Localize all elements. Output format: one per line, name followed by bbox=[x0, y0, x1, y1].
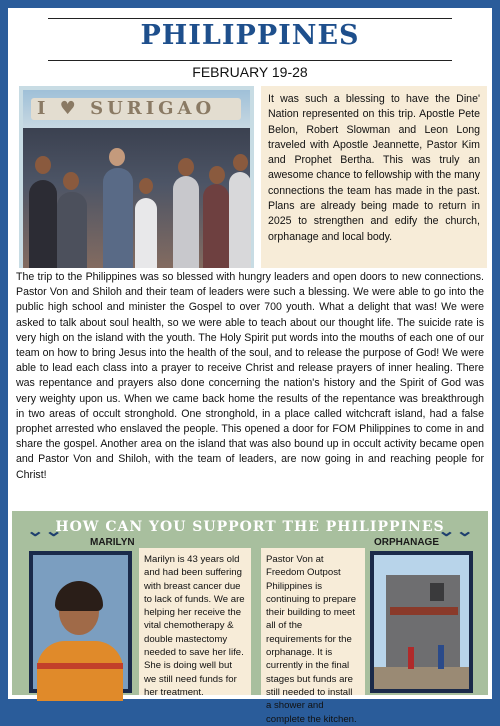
photo-stripe bbox=[37, 663, 123, 669]
chevron-down-icon: ⌄⌄ bbox=[26, 521, 63, 540]
photo-person bbox=[29, 180, 57, 268]
marilyn-photo bbox=[33, 555, 128, 689]
photo-window bbox=[430, 583, 444, 601]
trip-dates: FEBRUARY 19-28 bbox=[192, 64, 308, 80]
photo-head bbox=[63, 172, 79, 190]
photo-banner bbox=[23, 90, 250, 128]
marilyn-label: MARILYN bbox=[90, 537, 135, 548]
main-paragraph: The trip to the Philippines was so blessed with hungry leaders and open doors to new connections. Pastor Von and Shiloh and their team of leaders were such a blessing. We were able to go into the public high school and minister the Gospel to over 700 youth. What a delight that was! We were asked to talk about soul health, so we were able to teach about our thought life. The suicide rate is very high on the island with the youth. The Holy Spirit put words into the mouths of each one of our team on how to bring Jesus into the health of the soul, and to release the purpose of God! We were able to lead each class into a prayer to receive Christ and release prayers of inner healing. There was repentance and prayers also done concerning the nation's history and the Spirit of God was very weighty upon us. When we came back home the results of the repentance was breakthrough in two areas of occult stronghold. One stronghold, in a place called witchcraft island, had a false prophet arrested who enslaved the people. This opened a door for FOM Philippines to come in and share the gospel. Another area on the island that was also bound up in occult activity became open and Pastor Von and Shiloh, with the team of leaders, are now going in and reaching people for Christ! bbox=[16, 271, 484, 481]
team-photo bbox=[23, 90, 250, 264]
photo-person bbox=[57, 192, 87, 268]
surigao-sign: I ♥ SURIGAO bbox=[31, 98, 241, 120]
photo-person bbox=[229, 172, 251, 268]
photo-hair bbox=[55, 581, 103, 611]
orphanage-label: ORPHANAGE bbox=[374, 537, 440, 548]
photo-head bbox=[178, 158, 194, 176]
support-heading: HOW CAN YOU SUPPORT THE PHILIPPINES bbox=[55, 519, 445, 535]
photo-head bbox=[209, 166, 225, 184]
photo-person bbox=[408, 647, 414, 669]
newsletter-page bbox=[8, 8, 492, 725]
page-title: PHILIPPINES bbox=[140, 20, 360, 51]
support-section bbox=[12, 511, 488, 725]
photo-ground bbox=[374, 667, 469, 689]
marilyn-card: Marilyn is 43 years old and had been suffering with breast cancer due to lack of funds. We are helping her receive the vital chemotherapy & double mastectomy needed to save her life. She is doing well but we still need funds for her treatment. bbox=[139, 548, 251, 695]
orphanage-card: Pastor Von at Freedom Outpost Philippines is continuing to prepare their building to meet all of the requirements for the orphanage. It is currently in the final stages but funds are still needed to install a shower and complete the kitchen. bbox=[261, 548, 365, 695]
title-rule-bottom bbox=[48, 60, 452, 61]
photo-head bbox=[139, 178, 153, 194]
title-rule-top bbox=[48, 18, 452, 19]
marilyn-photo-frame bbox=[29, 551, 132, 693]
photo-head bbox=[233, 154, 248, 171]
photo-person bbox=[438, 645, 444, 669]
photo-person bbox=[203, 184, 229, 268]
chevron-down-icon: ⌄⌄ bbox=[437, 521, 474, 540]
orphanage-photo-frame bbox=[370, 551, 473, 693]
orphanage-photo bbox=[374, 555, 469, 689]
photo-head bbox=[35, 156, 51, 174]
photo-balcony bbox=[390, 607, 458, 615]
photo-shirt bbox=[37, 641, 123, 701]
photo-scene bbox=[23, 128, 250, 268]
intro-paragraph: It was such a blessing to have the Dine' Nation represented on this trip. Apostle Pete Belon, Robert Slowman and Leon Long traveled with Apostle Jeannette, Pastor Kim and Prophet Bertha. This was truly an awesome chance to fellowship with the many connections the team has made in the past. Plans are already being made to return in 2025 to strengthen and edify the church, orphanage and local body. bbox=[261, 86, 487, 268]
photo-building bbox=[386, 575, 460, 671]
photo-person bbox=[103, 168, 133, 268]
photo-person bbox=[135, 198, 157, 268]
photo-person bbox=[173, 176, 199, 268]
photo-head bbox=[109, 148, 125, 166]
team-photo-frame bbox=[19, 86, 254, 268]
